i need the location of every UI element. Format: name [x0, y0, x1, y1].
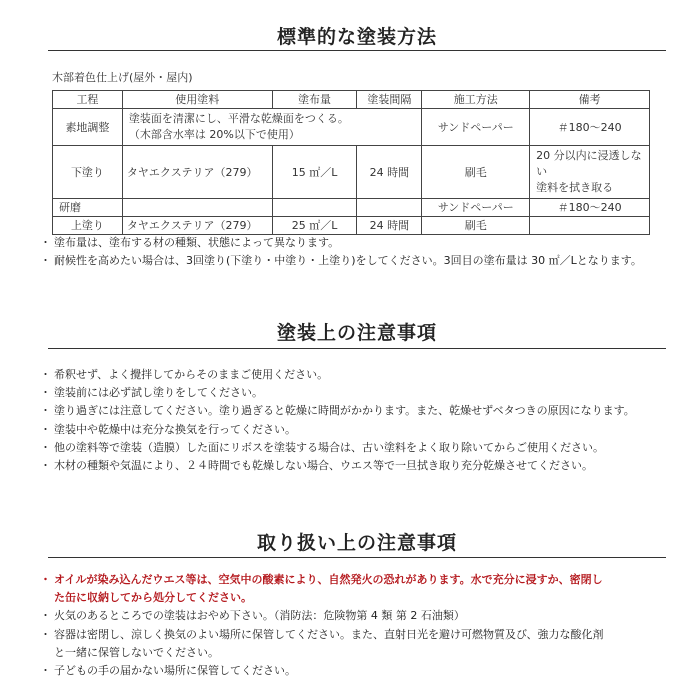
bullet-dot: ・ [40, 459, 51, 473]
cell-process: 素地調整 [53, 109, 123, 146]
cell-process: 下塗り [53, 146, 123, 199]
cell-note: ＃180～240 [530, 109, 650, 146]
table-subheading: 木部着色仕上げ(屋外・屋内) [52, 71, 193, 84]
cell-paint: タヤエクステリア（279） [122, 146, 272, 199]
item-text: 他の塗料等で塗装（造膜）した面にリボスを塗装する場合は、古い塗料をよく取り除いてからご使用ください。 [54, 440, 604, 454]
list-item [30, 626, 680, 644]
item-text: 容器は密閉し、涼しく換気のよい場所に保管してください。また、直射日光を避け可燃物質及び、強力な酸化剤 [54, 627, 604, 641]
cell-method: 刷毛 [422, 217, 530, 235]
cell-amount: 25 ㎡／L [272, 217, 357, 235]
cell-paint-instructions [122, 109, 422, 146]
cell-note [530, 146, 650, 199]
cell-amount [272, 199, 357, 217]
cell-line: 20 分以内に浸透しない [536, 149, 642, 178]
bullet-dot: ・ [40, 573, 51, 586]
table-row [53, 217, 650, 235]
section-rule [48, 50, 666, 51]
section-rule [48, 557, 666, 558]
item-text: 塗装中や乾燥中は充分な換気を行ってください。 [54, 422, 296, 436]
warning-text-continued: た缶に収納してから処分してください。 [54, 591, 252, 605]
bullet-dot: ・ [40, 404, 51, 418]
cell-line: 塗装面を清潔にし、平滑な乾燥面をつくる。 [128, 112, 349, 125]
item-text: 塗り過ぎには注意してください。塗り過ぎると乾燥に時間がかかります。また、乾燥せずベタつきの原因になります。 [54, 404, 635, 418]
header-process: 工程 [53, 91, 123, 109]
warning-item [30, 571, 680, 589]
list-item [30, 607, 680, 625]
cell-paint: タヤエクステリア（279） [122, 217, 272, 235]
list-item [30, 421, 680, 439]
cell-method: サンドペーパー [422, 109, 530, 146]
item-text: 子どもの手の届かない場所に保管してください。 [54, 664, 296, 678]
painting-method-table [52, 90, 650, 235]
warning-text: オイルが染み込んだウエス等は、空気中の酸素により、自然発火の恐れがあります。水で充分に浸すか、密閉し [54, 573, 603, 586]
table-row [53, 199, 650, 217]
cell-method: サンドペーパー [422, 199, 530, 217]
section-title-standard-method: 標準的な塗装方法 [276, 26, 437, 48]
bullet-dot: ・ [40, 386, 51, 400]
table-row [53, 146, 650, 199]
cell-line: 塗料を拭き取る [536, 181, 614, 194]
list-item [30, 366, 680, 384]
header-paint: 使用塗料 [122, 91, 272, 109]
bullet-dot: ・ [40, 236, 51, 249]
bullet-dot: ・ [40, 664, 51, 678]
list-item [30, 457, 680, 475]
header-method: 施工方法 [422, 91, 530, 109]
cell-method: 刷毛 [422, 146, 530, 199]
list-item [30, 384, 680, 402]
note-text: 塗布量は、塗布する材の種類、状態によって異なります。 [54, 236, 340, 249]
cell-amount: 15 ㎡／L [272, 146, 357, 199]
cell-interval: 24 時間 [357, 146, 422, 199]
note-text: 耐候性を高めたい場合は、3回塗り(下塗り・中塗り・上塗り)をしてください。3回目の塗布量は 30 ㎡／Lとなります。 [54, 254, 642, 268]
list-item [30, 402, 680, 420]
bullet-dot: ・ [40, 627, 51, 641]
cell-interval [357, 199, 422, 217]
bullet-dot: ・ [40, 422, 51, 436]
section-rule [48, 348, 666, 349]
painting-precautions-list [30, 366, 680, 475]
item-text: 木材の種類や気温により、２４時間でも乾燥しない場合、ウエス等で一旦拭き取り充分乾燥させてください。 [54, 459, 593, 473]
list-item [30, 439, 680, 457]
table-header-row [53, 91, 650, 109]
item-text-continued: と一緒に保管しないでください。 [54, 645, 219, 659]
list-item [30, 234, 680, 252]
cell-line: （木部含水率は 20%以下で使用） [128, 128, 300, 141]
bullet-dot: ・ [40, 254, 51, 268]
header-note: 備考 [530, 91, 650, 109]
bullet-dot: ・ [40, 368, 51, 381]
item-text: 希釈せず、よく攪拌してからそのままご使用ください。 [54, 368, 329, 381]
cell-note [530, 217, 650, 235]
list-item [30, 252, 680, 270]
section-title-painting-precautions: 塗装上の注意事項 [276, 322, 437, 344]
header-interval: 塗装間隔 [357, 91, 422, 109]
section-title-handling-precautions: 取り扱い上の注意事項 [256, 532, 457, 554]
cell-process: 上塗り [53, 217, 123, 235]
bullet-dot: ・ [40, 440, 51, 454]
item-text: 塗装前には必ず試し塗りをしてください。 [54, 386, 263, 400]
header-amount: 塗布量 [272, 91, 357, 109]
cell-note: ＃180～240 [530, 199, 650, 217]
cell-process: 研磨 [53, 199, 123, 217]
cell-interval: 24 時間 [357, 217, 422, 235]
list-item [30, 662, 680, 680]
handling-precautions-list [30, 571, 680, 680]
item-text: 火気のあるところでの塗装はおやめ下さい。（消防法：危険物第 4 類 第 2 石油類） [54, 609, 465, 623]
table-notes [30, 234, 680, 270]
bullet-dot: ・ [40, 609, 51, 623]
cell-paint [122, 199, 272, 217]
table-row [53, 109, 650, 146]
